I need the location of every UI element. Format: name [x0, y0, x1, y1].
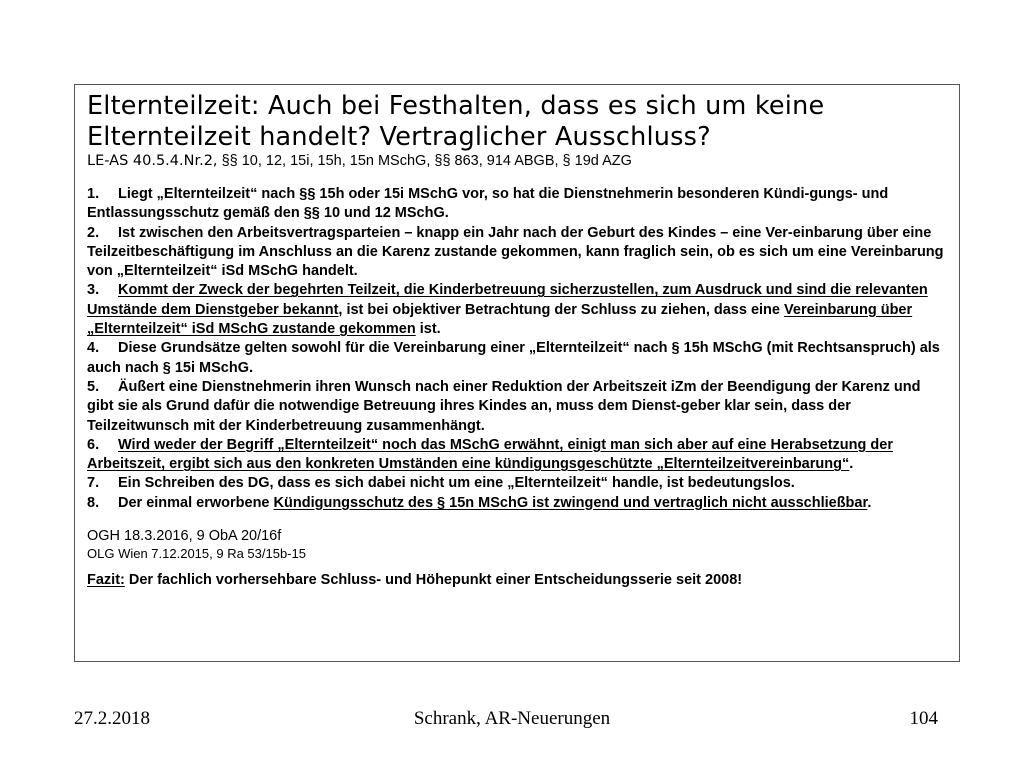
list-item-1: 1. Liegt „Elternteilzeit“ nach §§ 15h oder 15i MSchG vor, so hat die Dienstnehmerin besonderen Kündi-gungs- und Entlassungsschutz gemäß den §§ 10 und 12 MSchG.	[87, 186, 889, 222]
fazit	[87, 571, 947, 590]
list-item-5: 5. Äußert eine Dienstnehmerin ihren Wunsch nach einer Reduktion der Arbeitszeit iZm der Beendigung der Karenz und gibt sie als Grund dafür die notwendige Betreuung ihres Kindes an, muss dem Dienst-geber klar sein, dass der Teilzeitwunsch mit der Kinderbetreuung zusammenhängt.	[87, 378, 921, 434]
slide-title	[87, 91, 947, 153]
source-olg: OLG Wien 7.12.2015, 9 Ra 53/15b-15	[87, 546, 306, 562]
fazit-label: Fazit:	[87, 572, 125, 589]
list-item-4: 4. Diese Grundsätze gelten sowohl für die Vereinbarung einer „Elternteilzeit“ nach § 15h MSchG (mit Rechtsanspruch) als auch nach § 15i MSchG.	[87, 340, 940, 376]
statute-list: §§ 10, 12, 15i, 15h, 15n MSchG, §§ 863, 914 ABGB, § 19d AZG	[217, 153, 632, 169]
underlined-text: Vereinbarung über „Elternteilzeit“ iSd MSchG zustande gekommen	[87, 301, 913, 338]
footer-page-number: 104	[909, 708, 938, 729]
list-item-6: 6. Wird weder der Begriff „Elternteilzeit“ noch das MSchG erwähnt, einigt man sich aber auf eine Herabsetzung der Arbeitszeit, ergibt sich aus den konkreten Umständen eine kündigungsgeschützte „Elternteilzeitvereinbarung“.	[87, 436, 893, 473]
title-line-2: Elternteilzeit handelt? Vertraglicher Ausschluss?	[87, 122, 711, 152]
list-item-3: 3. Kommt der Zweck der begehrten Teilzeit, die Kinderbetreuung sicherzustellen, zum Ausdruck und sind die relevanten Umstände dem Dienstgeber bekannt, ist bei objektiver Betrachtung der Schluss zu ziehen, dass eine Vereinbarung über „Elternteilzeit“ iSd MSchG zustande gekommen ist.	[87, 282, 928, 338]
fazit-text: Der fachlich vorhersehbare Schluss- und Höhepunkt einer Entscheidungsserie seit 2008!	[124, 572, 743, 589]
underlined-text: Kündigungsschutz des § 15n MSchG ist zwingend und vertraglich nicht ausschließbar	[273, 494, 868, 511]
list-item-8: 8. Der einmal erworbene Kündigungsschutz des § 15n MSchG ist zwingend und vertraglich nicht ausschließbar.	[87, 494, 872, 511]
underlined-text: Kommt der Zweck der begehrten Teilzeit, die Kinderbetreuung sicherzustellen, zum Ausdruck und sind die relevanten Umstände dem Dienstgeber bekannt	[87, 282, 928, 318]
le-as-reference: LE-AS 40.5.4.Nr.2,	[87, 153, 218, 169]
title-line-1: Elternteilzeit: Auch bei Festhalten, dass es sich um keine	[87, 91, 825, 121]
footer-author: Schrank, AR-Neuerungen	[413, 708, 611, 729]
underlined-text: Wird weder der Begriff „Elternteilzeit“ noch das MSchG erwähnt, einigt man sich aber auf eine Herabsetzung der Arbeitszeit, ergibt sich aus den konkreten Umständen eine kündigungsgeschützte „Elternteilzeitvereinbarung“	[87, 436, 893, 473]
source-ogh: OGH 18.3.2016, 9 ObA 20/16f	[87, 528, 282, 545]
footer-date: 27.2.2018	[74, 708, 150, 729]
legal-reference	[87, 153, 947, 170]
list-item-7: 7. Ein Schreiben des DG, dass es sich dabei nicht um eine „Elternteilzeit“ handle, ist bedeutungslos.	[87, 475, 795, 492]
slide-content-box	[74, 84, 960, 662]
list-item-2: 2. Ist zwischen den Arbeitsvertragsparteien – knapp ein Jahr nach der Geburt des Kindes – eine Ver-einbarung über eine Teilzeitbeschäftigung im Anschluss an die Karenz zustande gekommen, kann fraglich sein, ob es sich um eine Vereinbarung von „Elternteilzeit“ iSd MSchG handelt.	[87, 224, 944, 280]
